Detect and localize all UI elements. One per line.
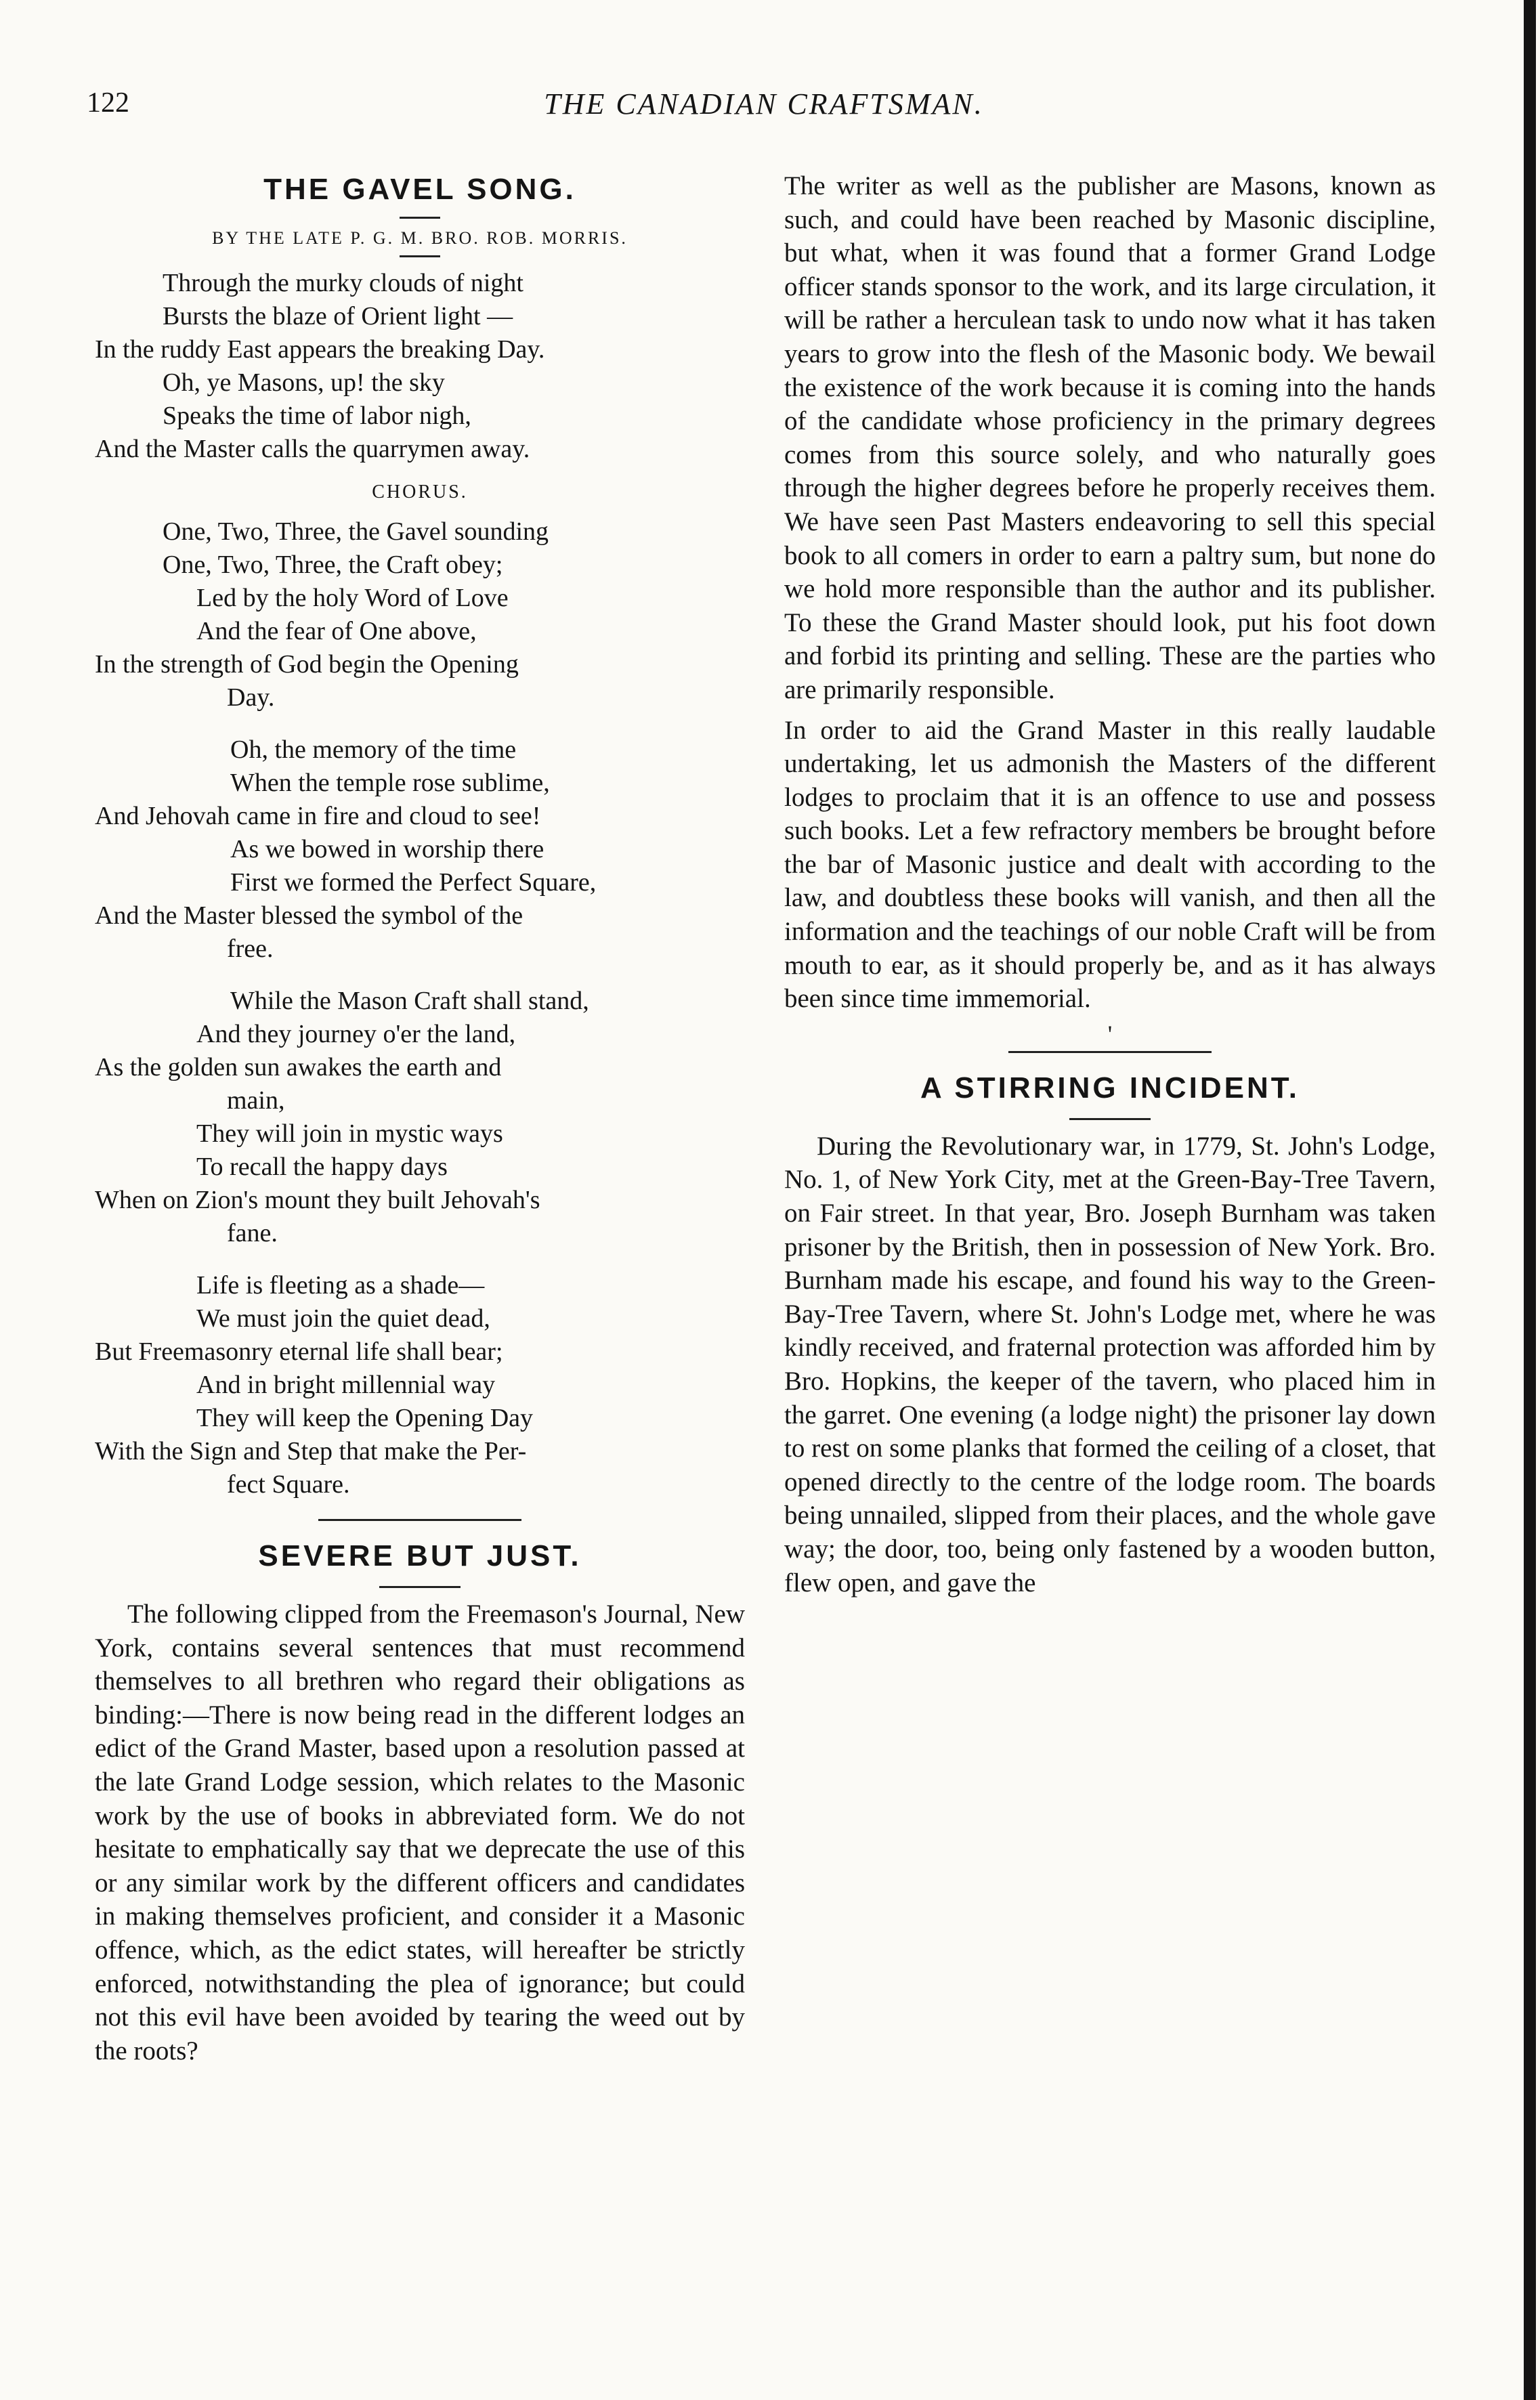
verse-line: In the ruddy East appears the breaking Day. <box>95 335 545 364</box>
verse-line: Led by the holy Word of Love <box>196 584 509 612</box>
poem <box>95 267 745 1501</box>
verse-line: And the Master calls the quarrymen away. <box>95 435 530 463</box>
verse-line: Life is fleeting as a shade— <box>196 1271 485 1300</box>
verse-line: First we formed the Perfect Square, <box>230 868 597 897</box>
separator-mark: ' <box>1107 1020 1113 1048</box>
page-edge-rule <box>1524 0 1536 2400</box>
gavel-song-title: THE GAVEL SONG. <box>263 173 576 206</box>
verse-line: As the golden sun awakes the earth and <box>95 1053 502 1081</box>
left-column <box>95 169 745 2067</box>
verse-line: When on Zion's mount they built Jehovah's <box>95 1186 540 1214</box>
byline-rule <box>400 255 440 257</box>
verse-line: Through the murky clouds of night <box>163 269 523 297</box>
verse-line: And Jehovah came in fire and cloud to see! <box>95 802 541 830</box>
page-number: 122 <box>87 87 129 119</box>
running-header <box>87 87 1441 134</box>
verse-line: fane. <box>227 1219 278 1247</box>
verse-line: Bursts the blaze of Orient light — <box>163 302 513 330</box>
article-paragraph: The writer as well as the publisher are Masons, known as such, and could have been reached by Masonic discipline, but what, when it was found that a former Grand Lodge officer stands sponsor to the work, and its large circulation, it will be rather a herculean task to undo now what it has taken years to grow into the flesh of the Masonic body. We bewail the existence of the work because it is coming into the hands of the candidate whose proficiency in the primary degrees comes from this source solely, and who naturally goes through the higher degrees before he properly receives them. We have seen Past Masters endeavoring to sell this special book to all comers in order to earn a paltry sum, but none do we hold more responsible than the author and its publisher. To these the Grand Master should look, put his foot down and forbid its printing and selling. These are the parties who are primarily responsible. <box>784 171 1436 704</box>
verse-line: And in bright millennial way <box>196 1371 496 1399</box>
verse-line: Oh, the memory of the time <box>230 735 517 764</box>
verse-line: Speaks the time of labor nigh, <box>163 402 471 430</box>
verse-line: Oh, ye Masons, up! the sky <box>163 368 445 397</box>
verse-line: And the fear of One above, <box>196 617 477 645</box>
verse-line: With the Sign and Step that make the Per- <box>95 1437 527 1465</box>
title-rule <box>379 1586 461 1588</box>
verse-line: In the strength of God begin the Opening <box>95 650 519 679</box>
verse-line: And they journey o'er the land, <box>196 1020 516 1048</box>
article-paragraph: In order to aid the Grand Master in this really laudable undertaking, let us admonish the Masters of the different lodges to proclaim that it is an offence to use and possess such books. Let a few refractory members be brought before the bar of Masonic justice and dealt with according to the law, and doubtless these books will vanish, and then all the information and the teachings of our noble Craft will be from mouth to ear, as it should properly be, and as it has always been since time immemorial. <box>784 715 1436 1014</box>
title-rule <box>400 217 440 219</box>
section-rule <box>1008 1051 1212 1053</box>
running-title: THE CANADIAN CRAFTSMAN. <box>544 87 984 121</box>
verse-line: But Freemasonry eternal life shall bear; <box>95 1337 503 1366</box>
verse-line: fect Square. <box>227 1470 350 1499</box>
verse-line: free. <box>227 935 274 963</box>
stirring-incident-title: A STIRRING INCIDENT. <box>920 1071 1300 1105</box>
verse-line: Day. <box>227 683 275 712</box>
verse-line: To recall the happy days <box>196 1153 448 1181</box>
verse-line: And the Master blessed the symbol of the <box>95 901 523 930</box>
verse-line: One, Two, Three, the Craft obey; <box>163 551 503 579</box>
verse-line: One, Two, Three, the Gavel sounding <box>163 517 549 546</box>
verse-line: main, <box>227 1086 285 1115</box>
title-rule <box>1069 1118 1151 1120</box>
article-paragraph: During the Revolutionary war, in 1779, St. John's Lodge, No. 1, of New York City, met at the Green-Bay-Tree Tavern, on Fair street. In that year, Bro. Joseph Burnham was taken prisoner by the British, then in possession of New York. Bro. Burnham made his escape, and found his way to the Green-Bay-Tree Tavern, where St. John's Lodge met, where he was kindly received, and fraternal protection was afforded him by Bro. Hopkins, the keeper of the tavern, who placed him in the garret. One evening (a lodge night) the prisoner lay down to rest on some planks that formed the ceiling of a closet, that opened directly to the centre of the lodge room. The boards being unnailed, slipped from their places, and the whole gave way; the door, too, being only fastened by a wooden button, flew open, and gave the <box>784 1131 1436 1598</box>
article-paragraph: The following clipped from the Freemason's Journal, New York, contains several sentences that must recommend themselves to all brethren who regard their obligations as binding:—There is now being read in the different lodges an edict of the Grand Master, based upon a resolution passed at the late Grand Lodge session, which relates to the Masonic work by the use of books in abbreviated form. We do not hesitate to emphatically say that we deprecate the use of this or any similar work by the different officers and candidates in making themselves proficient, and consider it a Masonic offence, which, as the edict states, will hereafter be strictly enforced, notwithstanding the plea of ignorance; but could not this evil have been avoided by tearing the weed out by the roots? <box>95 1600 745 2065</box>
verse-line: As we bowed in worship there <box>230 835 544 863</box>
severe-but-just-title: SEVERE BUT JUST. <box>258 1539 582 1572</box>
verse-line: They will keep the Opening Day <box>196 1404 534 1432</box>
right-column <box>784 169 1436 1600</box>
verse-line: They will join in mystic ways <box>196 1119 503 1148</box>
chorus-label: CHORUS. <box>372 481 468 502</box>
gavel-song-byline: BY THE LATE P. G. M. BRO. ROB. MORRIS. <box>212 228 628 248</box>
verse-line: We must join the quiet dead, <box>196 1304 490 1333</box>
section-rule <box>318 1519 521 1521</box>
verse-line: When the temple rose sublime, <box>230 769 550 797</box>
verse-line: While the Mason Craft shall stand, <box>230 987 589 1015</box>
